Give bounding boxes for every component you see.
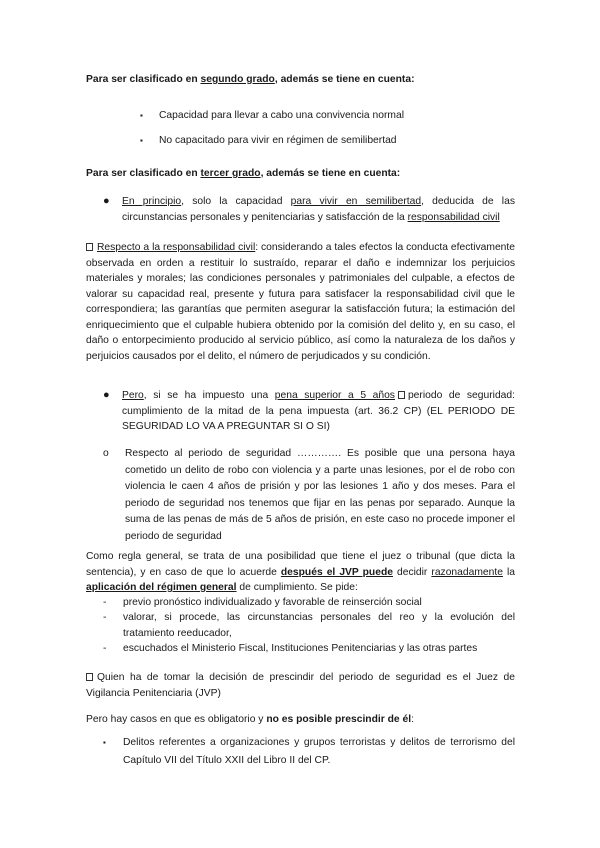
list-item-text: escuchados el Ministerio Fiscal, Instituciones Penitenciarias y las otras partes xyxy=(123,643,478,654)
list-item xyxy=(140,108,520,124)
list-item xyxy=(103,610,515,641)
arrow-placeholder-icon xyxy=(398,391,405,399)
heading-key-term: segundo grado xyxy=(200,74,275,85)
list-item-text: Capacidad para llevar a cabo una convivencia normal xyxy=(159,110,404,121)
dash-bullet-icon: - xyxy=(103,612,107,623)
heading-segundo-grado xyxy=(86,72,526,88)
list-item-text: Delitos referentes a organizaciones y grupos terroristas y delitos de terrorismo del Capítulo VII del Título XXII del Libro II del CP. xyxy=(123,737,515,766)
list-item-periodo-seguridad xyxy=(103,446,515,545)
circle-bullet-icon: o xyxy=(103,448,109,459)
text-run: : xyxy=(411,714,414,725)
list-item xyxy=(103,641,515,657)
text-run: decidir xyxy=(392,566,432,578)
underlined-term: pena superior a 5 años xyxy=(274,390,395,401)
text-run: : considerando a tales efectos la conducta efectivamente observada en orden a restituir lo sustraído, reparar el daño e indemnizar los perjuicios materiales y morales; las condiciones personales y patrimoniales del culpable, a efectos de valorar su capacidad real, presente y futura para satisfacer la responsabilidad civil que le correspondiera; las garantías que permiten asegurar la satisfacción futura; la estimación del enriquecimiento que el culpable hubiera obtenido por la comisión del delito y, en su caso, el daño o entorpecimiento producido al servicio público, así como la naturaleza de los daños y perjuicios causados por el delito, el número de perjudicados y su condición. xyxy=(86,242,515,362)
list-item-text: valorar, si procede, las circunstancias personales del reo y la evolución del tratamiento reeducador, xyxy=(123,612,515,639)
dash-bullet-icon: - xyxy=(103,597,107,608)
text-run: de cumplimiento. Se pide: xyxy=(236,582,358,593)
checkbox-icon xyxy=(86,673,93,681)
lead-term: En principio xyxy=(122,196,182,207)
text-run: Quien ha de tomar la decisión de prescindir del periodo de seguridad es el Juez de Vigilancia Penitenciaria (JVP) xyxy=(86,672,515,699)
list-item xyxy=(140,133,520,149)
list-item xyxy=(103,595,515,611)
heading-text: Para ser clasificado en xyxy=(86,168,201,179)
list-item-text: No capacitado para vivir en régimen de semilibertad xyxy=(159,135,397,146)
heading-key-term: tercer grado xyxy=(200,168,261,179)
bold-underlined-term: aplicación del régimen general xyxy=(86,582,237,593)
text-run: Como regla general, se trata de una posibilidad que tiene el juez o tribunal (que dicta la sentencia), y en caso de que lo acuerde xyxy=(86,551,515,578)
text-run: , si se ha impuesto una xyxy=(143,390,275,401)
list-item-text: previo pronóstico individualizado y favorable de reinserción social xyxy=(123,597,422,608)
text-run: Respecto al periodo de seguridad …………. Es posible que una persona haya cometido un delito de robo con violencia y a parte unas lesiones, por el de robo con violencia le caen 4 años de prisión y por las lesiones 1 año y dos meses. Para el periodo de seguridad nos tenemos que fijar en las penas por separado. Aunque la suma de las penas de más de 5 años de prisión, en este caso no procede imponer el periodo de seguridad xyxy=(125,448,515,542)
lead-term: Respecto a la responsabilidad civil xyxy=(97,242,256,253)
list-item xyxy=(103,734,515,770)
text-run: , deducida de las circunstancias personales y penitenciarias y satisfacción de la xyxy=(122,196,515,223)
square-bullet-icon: ▪ xyxy=(140,111,143,120)
text-run: la xyxy=(502,566,516,578)
paragraph-responsabilidad-civil xyxy=(86,240,515,364)
bold-term: no es posible prescindir de él xyxy=(266,714,412,725)
bullet-icon: ● xyxy=(103,195,110,207)
dash-bullet-icon: - xyxy=(103,643,107,654)
square-bullet-icon: ▪ xyxy=(103,738,106,747)
heading-text: , además se tiene en cuenta: xyxy=(274,74,415,85)
text-run: periodo de seguridad: cumplimiento de la mitad de la pena impuesta (art. 36.2 CP) (EL PERIODO DE SEGURIDAD LO VA A PREGUNTAR SI O SI) xyxy=(122,390,515,432)
bullet-icon: ● xyxy=(103,389,110,401)
heading-tercer-grado xyxy=(86,166,526,182)
underlined-term: responsabilidad civil xyxy=(407,211,500,223)
heading-text: , además se tiene en cuenta: xyxy=(260,168,401,179)
heading-text: Para ser clasificado en xyxy=(86,74,201,85)
text-run: Pero hay casos en que es obligatorio y xyxy=(86,714,267,725)
paragraph-regla-general xyxy=(86,549,515,596)
square-bullet-icon: ▪ xyxy=(140,136,143,145)
checkbox-icon xyxy=(86,243,93,251)
lead-term: Pero xyxy=(122,390,144,401)
underlined-term: para vivir en semilibertad xyxy=(290,196,422,207)
paragraph-quien-decide xyxy=(86,670,515,701)
text-run: , solo la capacidad xyxy=(181,196,291,207)
underlined-term: razonadamente xyxy=(431,566,503,578)
list-item-pero xyxy=(103,388,515,435)
paragraph-obligatorio xyxy=(86,712,515,728)
list-item-en-principio xyxy=(103,194,515,225)
bold-underlined-term: después el JVP puede xyxy=(280,566,393,578)
